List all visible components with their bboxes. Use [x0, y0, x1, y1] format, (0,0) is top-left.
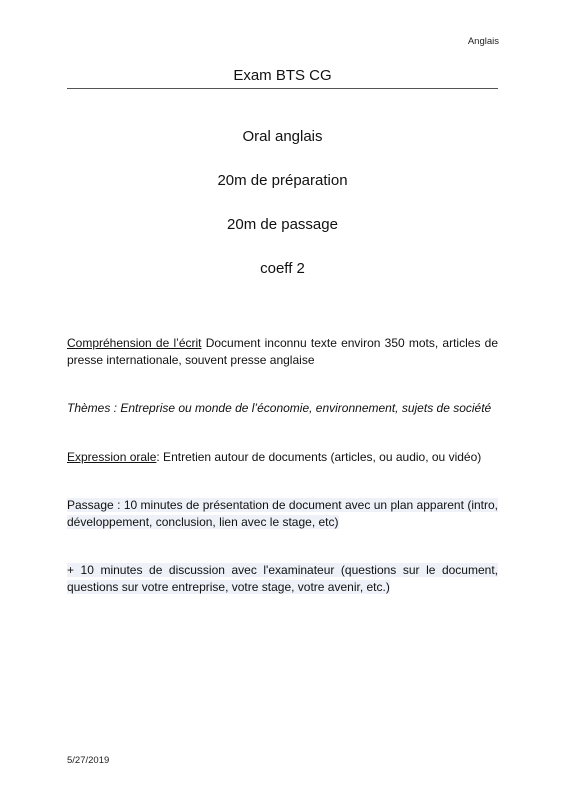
- passage-text: Passage : 10 minutes de présentation de document avec un plan apparent (intro, développement, conclusion, lien avec le stage, etc): [67, 498, 498, 529]
- expression-text: : Entretien autour de documents (articles, ou audio, ou vidéo): [156, 450, 482, 464]
- passage-paragraph: [67, 497, 498, 531]
- comprehension-text: Document inconnu texte environ 350 mots, articles de presse internationale, souvent presse anglaise: [67, 336, 499, 367]
- document-title: Exam BTS CG: [233, 67, 332, 84]
- expression-label: Expression orale: [67, 450, 157, 464]
- footer-date: 5/27/2019: [67, 755, 110, 766]
- coefficient-line: coeff 2: [260, 260, 305, 277]
- expression-paragraph: [67, 449, 498, 466]
- discussion-paragraph: [67, 562, 498, 596]
- discussion-text: + 10 minutes de discussion avec l'examinateur (questions sur le document, questions sur votre entreprise, votre stage, votre avenir, etc.): [67, 563, 498, 594]
- passage-time-line: 20m de passage: [227, 216, 338, 233]
- exam-type-line: Oral anglais: [242, 128, 323, 145]
- title-underline-rule: [67, 88, 498, 89]
- themes-paragraph: Thèmes : Entreprise ou monde de l’économie, environnement, sujets de société: [67, 401, 492, 415]
- preparation-time-line: 20m de préparation: [217, 172, 348, 189]
- comprehension-paragraph: [67, 335, 498, 369]
- header-subject: Anglais: [467, 36, 499, 47]
- comprehension-label: Compréhension de l’écrit: [67, 336, 202, 350]
